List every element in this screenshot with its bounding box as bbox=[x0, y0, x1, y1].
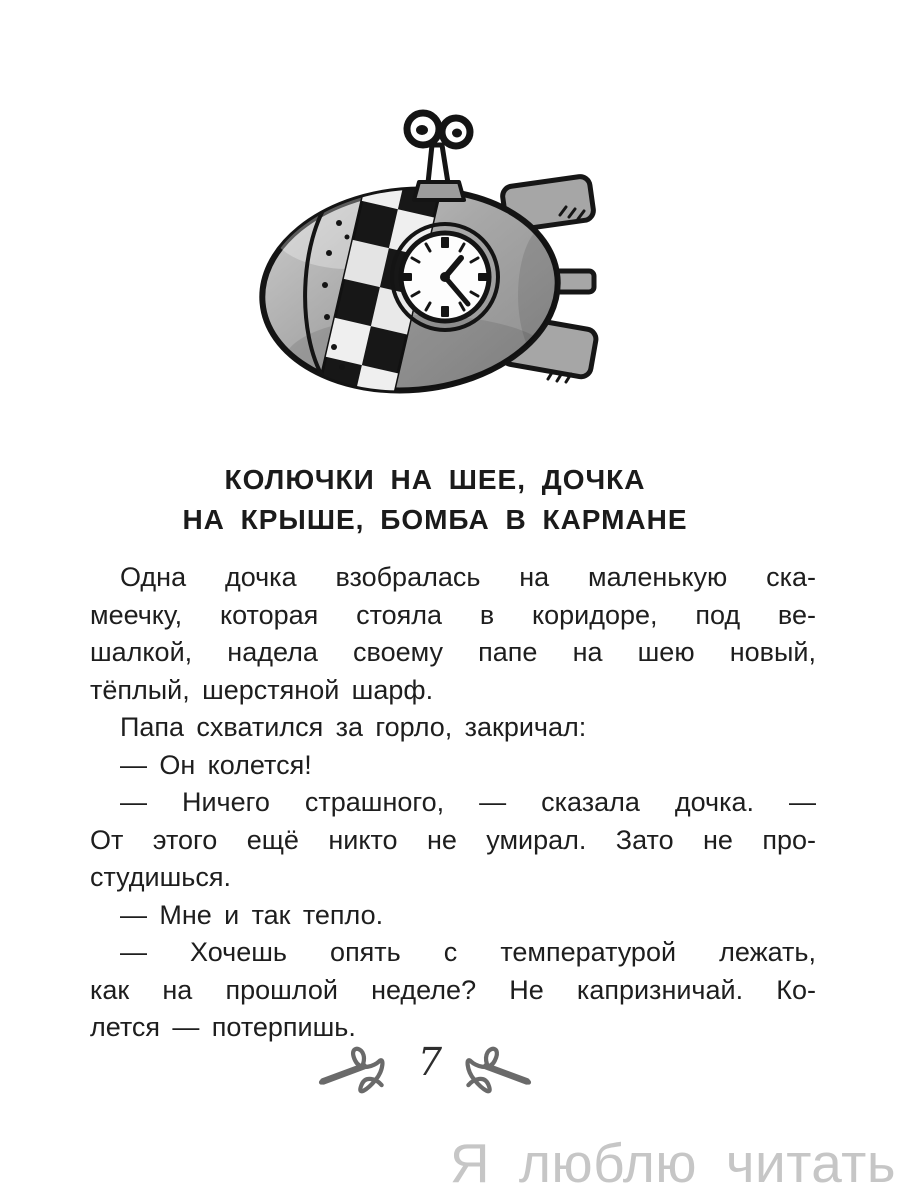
body-line: — Он колется! bbox=[120, 749, 312, 780]
clock-icon bbox=[392, 224, 498, 330]
page-title-line-2: НА КРЫШЕ, БОМБА В КАРМАНЕ bbox=[182, 504, 688, 535]
body-line: как на прошлой неделе? Не капризничай. Ко- bbox=[90, 974, 816, 1005]
page-title-line-1: КОЛЮЧКИ НА ШЕЕ, ДОЧКА bbox=[224, 464, 646, 495]
page-number: 7 bbox=[417, 1040, 443, 1084]
body-line: От этого ещё никто не умирал. Зато не про- bbox=[90, 824, 816, 855]
body-line: — Мне и так тепло. bbox=[120, 899, 384, 930]
body-line: Одна дочка взобралась на маленькую ска- bbox=[120, 562, 816, 592]
page-title bbox=[90, 460, 780, 540]
watermark: Я люблю читать bbox=[449, 1132, 896, 1194]
body-line: шалкой, надела своему папе на шею новый, bbox=[90, 637, 816, 667]
body-line: меечку, которая стояла в коридоре, под ве- bbox=[90, 599, 816, 630]
body-text bbox=[90, 559, 816, 1047]
pen-scribble-left-icon bbox=[316, 1038, 402, 1104]
body-line: студишься. bbox=[90, 862, 231, 892]
body-line: — Хочешь опять с температурой лежать, bbox=[120, 937, 816, 967]
wind-up-key-icon bbox=[407, 113, 470, 200]
body-line: лется — потерпишь. bbox=[90, 1012, 356, 1042]
body-line: тёплый, шерстяной шарф. bbox=[90, 674, 434, 705]
body-line: Папа схватился за горло, закричал: bbox=[120, 712, 587, 742]
pen-scribble-right-icon bbox=[448, 1038, 534, 1104]
bomb-illustration bbox=[230, 95, 650, 425]
body-line: — Ничего страшного, — сказала дочка. — bbox=[120, 787, 816, 817]
